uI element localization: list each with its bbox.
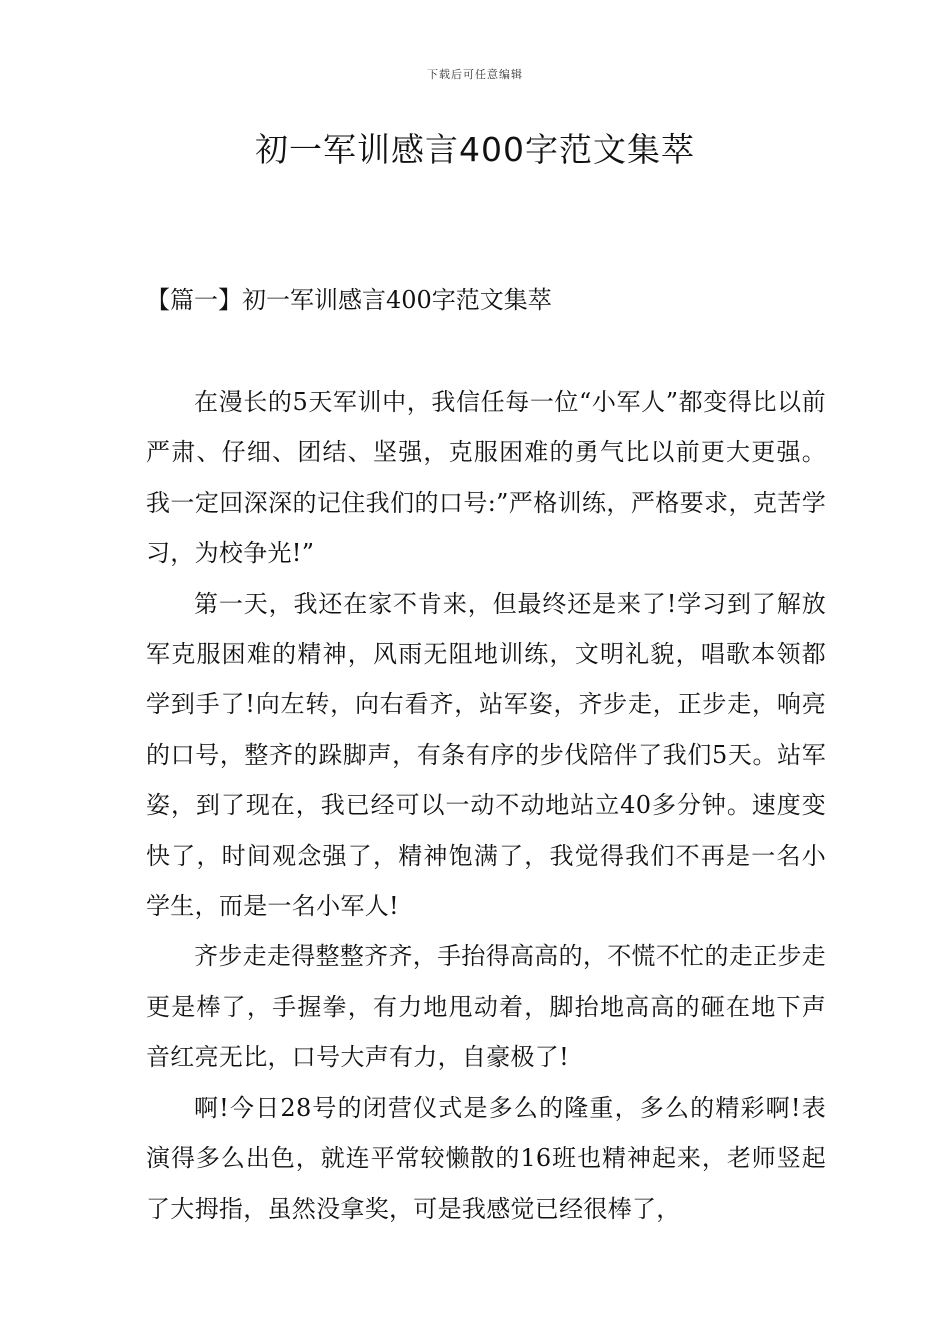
paragraph-4: 啊!今日28号的闭营仪式是多么的隆重，多么的精彩啊!表演得多么出色，就连平常较懒散的16班也精神起来，老师竖起了大拇指，虽然没拿奖，可是我感觉已经很棒了，: [146, 1093, 826, 1223]
paragraph-3: 齐步走走得整整齐齐，手抬得高高的，不慌不忙的走正步走更是棒了，手握拳，有力地甩动着，脚抬地高高的砸在地下声音红亮无比，口号大声有力，自豪极了!: [146, 942, 826, 1072]
section-heading: 【篇一】初一军训感言400字范文集萃: [146, 286, 552, 314]
document-title: 初一军训感言400字范文集萃: [255, 130, 695, 169]
body-text: [146, 377, 826, 1234]
header-note: 下载后可任意编辑: [427, 68, 523, 81]
paragraph-1: 在漫长的5天军训中，我信任每一位“小军人”都变得比以前严肃、仔细、团结、坚强，克服困难的勇气比以前更大更强。我一定回深深的记住我们的口号:”严格训练，严格要求，克苦学习，为校争光!”: [146, 388, 826, 568]
paragraph-2: 第一天，我还在家不肯来，但最终还是来了!学习到了解放军克服困难的精神，风雨无阻地训练，文明礼貌，唱歌本领都学到手了!向左转，向右看齐，站军姿，齐步走，正步走，响亮的口号，整齐的跺脚声，有条有序的步伐陪伴了我们5天。站军姿，到了现在，我已经可以一动不动地站立40多分钟。速度变快了，时间观念强了，精神饱满了，我觉得我们不再是一名小学生，而是一名小军人!: [146, 589, 826, 921]
